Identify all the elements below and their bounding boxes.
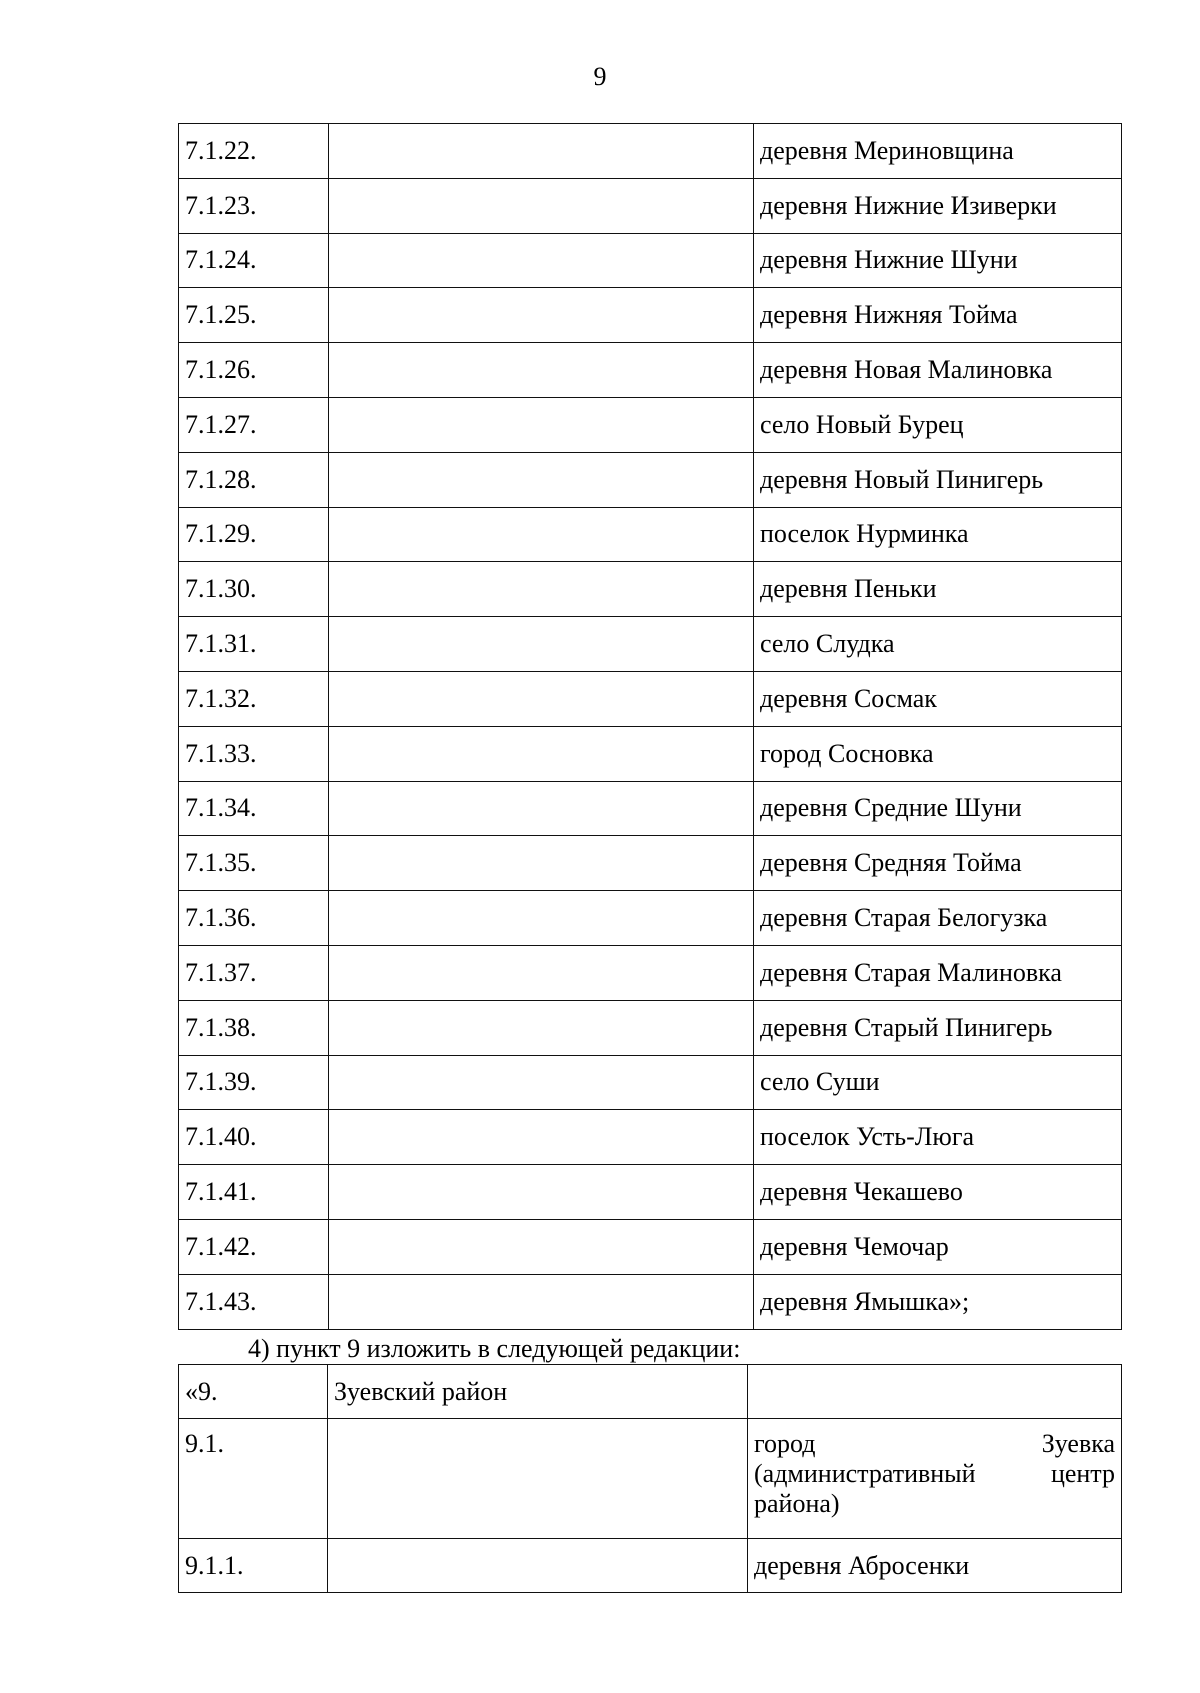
district-name — [329, 343, 754, 398]
row-number: 7.1.24. — [179, 233, 329, 288]
table-row — [179, 233, 1122, 288]
table-row — [179, 1055, 1122, 1110]
row-number: 9.1. — [179, 1419, 328, 1539]
settlement-name: деревня Старый Пинигерь — [754, 1000, 1122, 1055]
district-name — [329, 124, 754, 179]
row-number: 7.1.41. — [179, 1165, 329, 1220]
table-row — [179, 343, 1122, 398]
settlement-name: деревня Абросенки — [748, 1539, 1122, 1593]
row-number: 7.1.31. — [179, 617, 329, 672]
row-number: 7.1.43. — [179, 1274, 329, 1329]
row-number: «9. — [179, 1365, 328, 1419]
row-number: 7.1.26. — [179, 343, 329, 398]
district-name — [329, 507, 754, 562]
settlement-name: деревня Средняя Тойма — [754, 836, 1122, 891]
district-name — [329, 1110, 754, 1165]
settlement-name: город Сосновка — [754, 726, 1122, 781]
settlement-name: деревня Старая Белогузка — [754, 891, 1122, 946]
settlement-name: деревня Средние Шуни — [754, 781, 1122, 836]
row-number: 7.1.30. — [179, 562, 329, 617]
row-number: 7.1.42. — [179, 1219, 329, 1274]
settlement-word: (административный — [754, 1459, 976, 1488]
settlement-name: деревня Новый Пинигерь — [754, 452, 1122, 507]
district-name — [329, 288, 754, 343]
table-row — [179, 1219, 1122, 1274]
district-name — [329, 726, 754, 781]
settlement-name: село Слудка — [754, 617, 1122, 672]
district-name — [329, 1055, 754, 1110]
settlement-name: деревня Нижняя Тойма — [754, 288, 1122, 343]
settlement-name: деревня Нижние Шуни — [754, 233, 1122, 288]
row-number: 7.1.23. — [179, 178, 329, 233]
settlement-name: деревня Сосмак — [754, 671, 1122, 726]
settlement-name: деревня Новая Малиновка — [754, 343, 1122, 398]
settlement-line — [754, 1459, 1115, 1489]
settlements-table — [178, 123, 1122, 1330]
row-number: 7.1.37. — [179, 945, 329, 1000]
row-number: 7.1.38. — [179, 1000, 329, 1055]
row-number: 7.1.27. — [179, 397, 329, 452]
settlement-name: деревня Чемочар — [754, 1219, 1122, 1274]
district-name — [329, 1165, 754, 1220]
table-row — [179, 178, 1122, 233]
table-row — [179, 781, 1122, 836]
amendment-instruction: 4) пункт 9 изложить в следующей редакции: — [248, 1334, 741, 1363]
row-number: 7.1.29. — [179, 507, 329, 562]
table-row — [179, 1539, 1122, 1593]
settlement-name: село Суши — [754, 1055, 1122, 1110]
row-number: 7.1.28. — [179, 452, 329, 507]
table-row — [179, 836, 1122, 891]
row-number: 9.1.1. — [179, 1539, 328, 1593]
district-table — [178, 1364, 1122, 1593]
settlement-line: района) — [754, 1489, 840, 1518]
table-row — [179, 1000, 1122, 1055]
table-row — [179, 891, 1122, 946]
district-name — [329, 397, 754, 452]
table-row — [179, 1165, 1122, 1220]
district-name — [329, 891, 754, 946]
row-number: 7.1.35. — [179, 836, 329, 891]
settlement-name — [748, 1419, 1122, 1539]
settlement-line — [754, 1429, 1115, 1459]
page-number: 9 — [593, 62, 607, 91]
table-row — [179, 397, 1122, 452]
district-name — [329, 671, 754, 726]
row-number: 7.1.39. — [179, 1055, 329, 1110]
settlement-name: деревня Пеньки — [754, 562, 1122, 617]
row-number: 7.1.32. — [179, 671, 329, 726]
district-name — [329, 945, 754, 1000]
district-name — [329, 836, 754, 891]
district-name — [328, 1539, 748, 1593]
table-row — [179, 562, 1122, 617]
district-name — [329, 1000, 754, 1055]
district-name — [329, 178, 754, 233]
row-number: 7.1.25. — [179, 288, 329, 343]
settlement-name: деревня Старая Малиновка — [754, 945, 1122, 1000]
district-name — [329, 781, 754, 836]
settlement-name: деревня Чекашево — [754, 1165, 1122, 1220]
row-number: 7.1.34. — [179, 781, 329, 836]
district-name — [329, 452, 754, 507]
district-name — [329, 617, 754, 672]
table-row — [179, 726, 1122, 781]
settlement-name: деревня Ямышка»; — [754, 1274, 1122, 1329]
row-number: 7.1.40. — [179, 1110, 329, 1165]
table-row — [179, 945, 1122, 1000]
table-row — [179, 1274, 1122, 1329]
settlement-word: Зуевка — [1041, 1429, 1115, 1458]
row-number: 7.1.22. — [179, 124, 329, 179]
table-row — [179, 1419, 1122, 1539]
row-number: 7.1.36. — [179, 891, 329, 946]
table-row — [179, 288, 1122, 343]
settlement-name: село Новый Бурец — [754, 397, 1122, 452]
settlement-name: поселок Усть-Люга — [754, 1110, 1122, 1165]
settlements-table-body — [179, 124, 1122, 1330]
settlement-word: центр — [1050, 1459, 1115, 1488]
table-row — [179, 1110, 1122, 1165]
district-name — [328, 1419, 748, 1539]
table-row — [179, 671, 1122, 726]
settlement-name: деревня Мериновщина — [754, 124, 1122, 179]
table-row — [179, 617, 1122, 672]
row-number: 7.1.33. — [179, 726, 329, 781]
table-row — [179, 1365, 1122, 1419]
district-name — [329, 1219, 754, 1274]
district-name — [329, 233, 754, 288]
table-row — [179, 507, 1122, 562]
table-row — [179, 452, 1122, 507]
settlement-name: поселок Нурминка — [754, 507, 1122, 562]
table-row — [179, 124, 1122, 179]
settlement-name — [748, 1365, 1122, 1419]
district-name — [329, 562, 754, 617]
settlement-word: город — [754, 1429, 816, 1458]
settlement-name: деревня Нижние Изиверки — [754, 178, 1122, 233]
district-name — [329, 1274, 754, 1329]
district-name: Зуевский район — [328, 1365, 748, 1419]
